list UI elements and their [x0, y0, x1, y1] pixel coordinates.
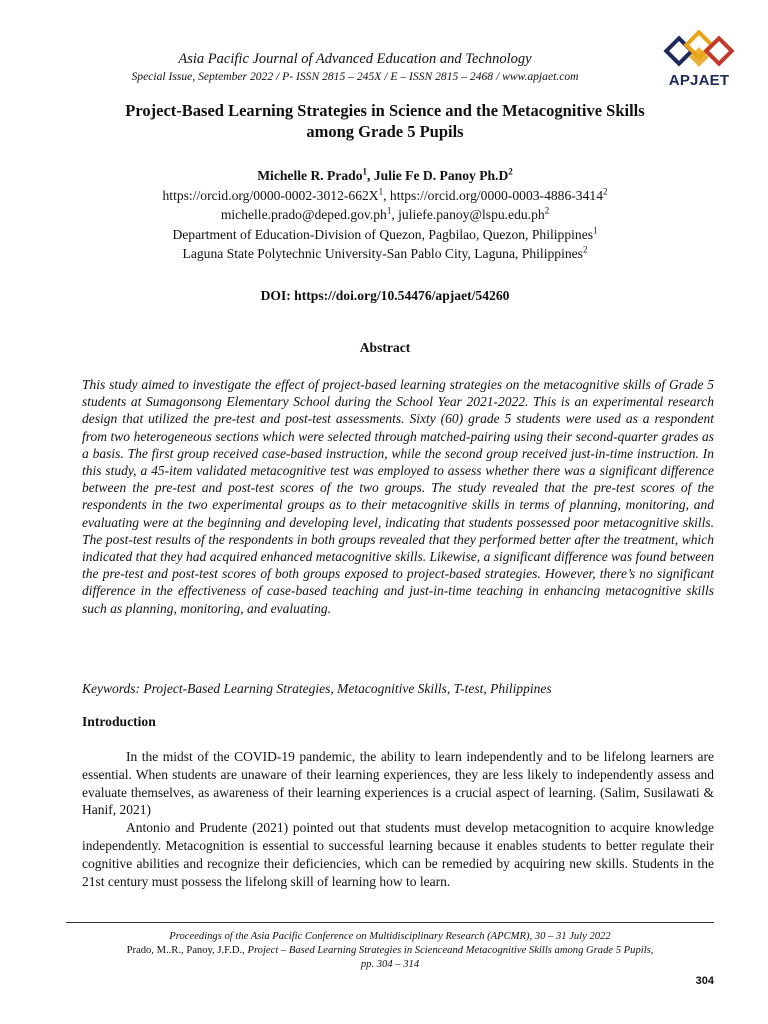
page-number: 304 — [695, 975, 714, 987]
orcid-2-link[interactable]: https://orcid.org/0000-0003-4886-3414 — [389, 187, 603, 203]
citation-authors: Prado, M..R., Panoy, J.F.D., — [126, 945, 248, 956]
author-2-sup: 2 — [508, 166, 513, 177]
intro-paragraph-1: In the midst of the COVID-19 pandemic, the ability to learn independently and to be lifelong learners are essential. When students are unaware of their learning experiences, they are less likely to independently assess and evaluate themselves, as awareness of their learning experiences is a crucial aspect of learning. (Salim, Susilawati & Hanif, 2021) — [82, 749, 714, 818]
author-block — [80, 166, 690, 264]
affiliation-2-text: Laguna State Polytechnic University-San Pablo City, Laguna, Philippines — [182, 246, 583, 261]
orcid-1-sup: 1 — [378, 185, 384, 196]
citation-pages: pp. 304 – 314 — [360, 959, 420, 970]
introduction-heading: Introduction — [82, 714, 156, 729]
affiliation-1-text: Department of Education-Division of Quezon, Pagbilao, Quezon, Philippines — [172, 226, 594, 242]
affiliation-1-sup: 1 — [593, 224, 598, 235]
author-2-name: Julie Fe D. Panoy Ph.D — [373, 168, 509, 183]
orcid-2-sup: 2 — [603, 185, 608, 196]
email-2-sup: 2 — [544, 205, 550, 216]
footer-divider — [66, 922, 714, 923]
doi-link[interactable]: DOI: https://doi.org/10.54476/apjaet/54260 — [260, 288, 510, 303]
affiliation-1 — [80, 225, 690, 245]
orcid-1-link[interactable]: https://orcid.org/0000-0002-3012-662X — [162, 187, 379, 203]
email-1-link[interactable]: michelle.prado@deped.gov.ph — [220, 207, 387, 222]
journal-name: Asia Pacific Journal of Advanced Education and Technology — [178, 51, 532, 67]
email-1-sup: 1 — [386, 205, 392, 216]
logo-diamonds-icon — [662, 30, 736, 74]
author-1-name: Michelle R. Prado — [257, 168, 363, 183]
orcid-separator: , — [383, 187, 390, 203]
conference-line: Proceedings of the Asia Pacific Conference on Multidisciplinary Research (APCMR), 30 – 31 July 2022 — [169, 931, 611, 942]
title-line-1: Project-Based Learning Strategies in Science and the Metacognitive Skills — [125, 101, 645, 120]
citation-title: Project – Based Learning Strategies in Scienceand Metacognitive Skills among Grade 5 Pupils, — [247, 945, 654, 956]
logo-text: APJAET — [668, 72, 730, 89]
keywords: Keywords: Project-Based Learning Strategies, Metacognitive Skills, T-test, Philippines — [82, 681, 552, 696]
journal-logo — [662, 30, 736, 90]
issue-line: Special Issue, September 2022 / P- ISSN 2815 – 245X / E – ISSN 2815 – 2468 / www.apjaet.com — [131, 70, 579, 83]
orcid-line — [80, 186, 690, 206]
journal-header — [60, 50, 650, 85]
author-separator: , — [367, 168, 374, 183]
intro-paragraph-2: Antonio and Prudente (2021) pointed out that students must develop metacognition to acquire knowledge independently. Metacognition is essential to successful learning because it enables students to better regulate their cognitive abilities and recognize their deficiencies, which can be remedied by acquiring new skills. Students in the 21st century must possess the lifelong skill of learning how to learn. — [82, 820, 714, 889]
abstract-text: This study aimed to investigate the effect of project-based learning strategies on the metacognitive skills of Grade 5 students at Sumagonsong Elementary School during the School Year 2021-2022. This is an experimental research design that utilized the pre-test and post-test assessments. Sixty (60) grade 5 students were used as a respondent from two heterogeneous sections which were selected through matched-pairing using their second-quarter grades as a basis. The first group received case-based instruction, while the second group received just-in-time instruction. In this study, a 45-item validated metacognitive test was employed to assess whether there was a significant difference between the pre-test and post-test scores of the two groups. The study revealed that the pre-test scores of the respondents in the two experimental groups as to their metacognitive skills in terms of planning, monitoring, and evaluating were at the beginning and developing level, indicating that students possessed poor metacognitive skills. The post-test results of the respondents in both groups revealed that they performed better after the treatment, which indicated that they had acquired enhanced metacognitive skills. Likewise, a significant difference was found between the pre-test and post-test scores of both groups exposed to project-based strategies. However, there’s no significant difference in the effectiveness of case-based teaching and just-in-time teaching in enhancing metacognitive skills such as planning, monitoring, and evaluating. — [82, 377, 714, 616]
email-separator: , — [391, 207, 399, 222]
abstract-heading: Abstract — [359, 340, 411, 355]
introduction-body — [82, 748, 714, 890]
email-line — [80, 205, 690, 225]
citation-line — [70, 944, 710, 958]
paper-title — [90, 100, 680, 142]
affiliation-2-sup: 2 — [582, 244, 588, 255]
email-2-link[interactable]: juliefe.panoy@lspu.edu.ph — [398, 207, 545, 222]
page-footer — [70, 930, 710, 972]
affiliation-2 — [80, 244, 690, 264]
author-1-sup: 1 — [362, 166, 368, 177]
title-line-2: among Grade 5 Pupils — [306, 122, 464, 141]
author-names — [80, 166, 690, 186]
